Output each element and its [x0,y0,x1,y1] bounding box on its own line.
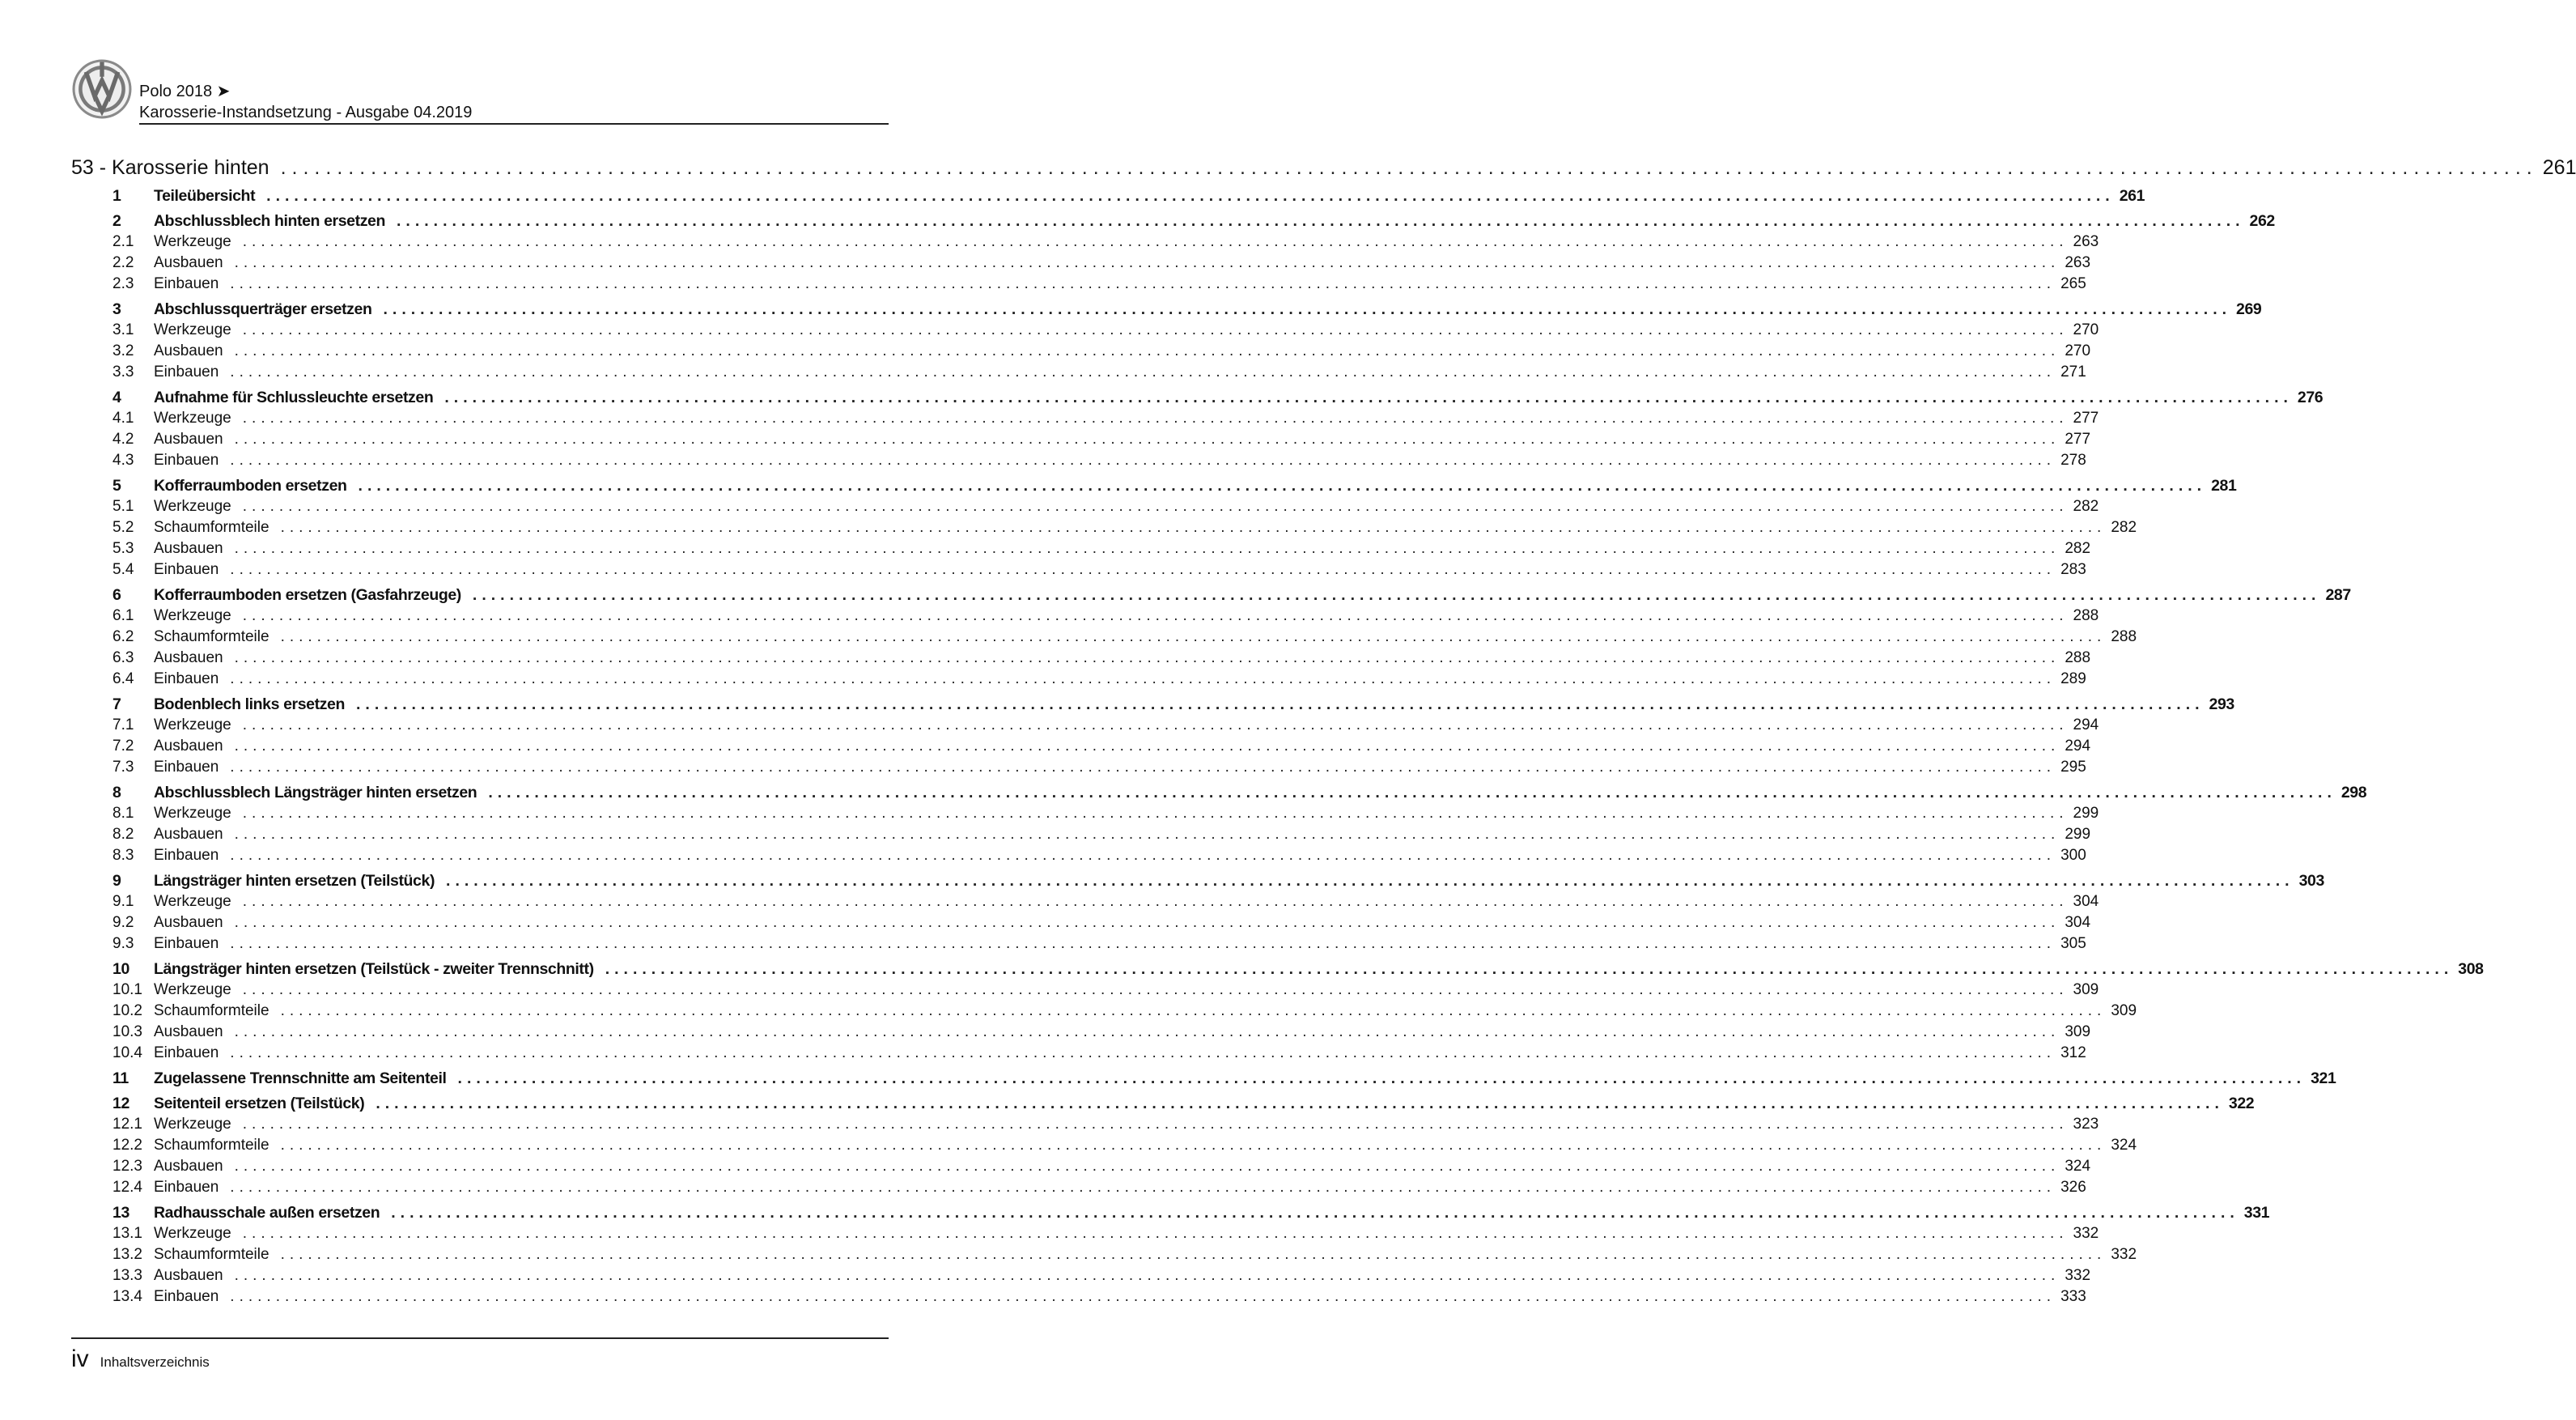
toc-subsection-entry[interactable] [71,1286,2086,1307]
entry-number: 13.4 [112,1288,142,1305]
chapter-page: 261 [2542,156,2576,179]
toc-subsection-entry[interactable] [71,891,2099,912]
entry-title: Abschlussblech Längsträger hinten ersetzen [154,784,477,801]
entry-title: Abschlussquerträger ersetzen [154,300,372,318]
dot-leader: ........................................................................................................................................................................................................ [242,805,2069,822]
toc-section-entry[interactable] [71,959,2484,980]
dot-leader: ........................................................................................................................................................................................................ [397,212,2245,230]
entry-title: Schaumformteile [154,519,269,536]
entry-page: 287 [2325,586,2351,604]
entry-title: Ausbauen [154,431,223,448]
dot-leader: ........................................................................................................................................................................................................ [234,254,2060,271]
entry-page: 304 [2065,914,2091,931]
dot-leader: ........................................................................................................................................................................................................ [280,1246,2107,1263]
toc-section-entry[interactable] [71,782,2367,803]
dot-leader: ........................................................................................................................................................................................................ [242,981,2069,998]
entry-number: 5.3 [112,540,134,557]
entry-title: Einbauen [154,364,219,381]
entry-page: 324 [2065,1158,2091,1175]
toc-subsection-entry[interactable] [71,627,2137,648]
dot-leader: ........................................................................................................................................................................................................ [230,561,2056,578]
entry-number: 6.3 [112,649,134,666]
entry-number: 4.3 [112,452,134,469]
dot-leader: ........................................................................................................................................................................................................ [280,156,2538,179]
entry-title: Kofferraumboden ersetzen (Gasfahrzeuge) [154,586,461,604]
toc-subsection-entry[interactable] [71,429,2091,450]
entry-page: 309 [2065,1023,2091,1040]
entry-title: Werkzeuge [154,233,231,250]
entry-page: 323 [2073,1116,2099,1133]
entry-title: Einbauen [154,1179,219,1196]
toc-subsection-entry[interactable] [71,824,2091,845]
entry-title: Werkzeuge [154,716,231,733]
dot-leader: ........................................................................................................................................................................................................ [234,1158,2060,1175]
toc-subsection-entry[interactable] [71,362,2086,383]
toc-section-entry[interactable] [71,1068,2336,1089]
entry-number: 4 [112,389,121,406]
entry-title: Ausbauen [154,914,223,931]
entry-page: 331 [2243,1204,2270,1222]
entry-page: 308 [2458,960,2484,978]
entry-number: 9.2 [112,914,134,931]
header-subtitle: Karosserie-Instandsetzung - Ausgabe 04.2019 [139,104,473,121]
entry-number: 8.1 [112,805,134,822]
entry-number: 2.3 [112,275,134,292]
entry-page: 282 [2065,540,2091,557]
entry-number: 11 [112,1069,129,1087]
toc-section-entry[interactable] [71,475,2237,496]
toc-subsection-entry[interactable] [71,408,2099,429]
dot-leader: ........................................................................................................................................................................................................ [242,1225,2069,1242]
entry-page: 288 [2065,649,2091,666]
entry-number: 13.3 [112,1267,142,1284]
entry-title: Werkzeuge [154,981,231,998]
entry-title: Ausbauen [154,342,223,359]
entry-title: Ausbauen [154,826,223,843]
entry-title: Ausbauen [154,540,223,557]
entry-number: 8.2 [112,826,134,843]
dot-leader: ........................................................................................................................................................................................................ [234,431,2060,448]
entry-page: 322 [2228,1095,2255,1112]
entry-page: 282 [2111,519,2137,536]
entry-title: Kofferraumboden ersetzen [154,477,347,495]
entry-title: Werkzeuge [154,498,231,515]
toc-subsection-entry[interactable] [71,1265,2091,1286]
entry-page: 270 [2073,321,2099,338]
entry-page: 288 [2073,607,2099,624]
toc-subsection-entry[interactable] [71,1244,2137,1265]
entry-page: 305 [2060,935,2086,952]
entry-title: Ausbauen [154,649,223,666]
toc-subsection-entry[interactable] [71,1001,2137,1022]
header-text [139,81,472,123]
toc-section-entry[interactable] [71,185,2145,206]
dot-leader: ........................................................................................................................................................................................................ [230,847,2056,864]
entry-page: 269 [2236,300,2262,318]
entry-number: 3 [112,300,121,318]
entry-number: 4.1 [112,410,134,427]
toc-subsection-entry[interactable] [71,1135,2137,1156]
toc-section-entry[interactable] [71,1202,2270,1223]
entry-page: 278 [2060,452,2086,469]
entry-title: Längsträger hinten ersetzen (Teilstück - zweiter Trennschnitt) [154,960,594,978]
toc-subsection-entry[interactable] [71,648,2091,669]
entry-page: 309 [2073,981,2099,998]
dot-leader: ........................................................................................................................................................................................................ [457,1069,2307,1087]
entry-title: Teileübersicht [154,187,256,205]
dot-leader: ........................................................................................................................................................................................................ [230,275,2056,292]
entry-number: 6.2 [112,628,134,645]
entry-page: 294 [2065,738,2091,755]
entry-page: 265 [2060,275,2086,292]
entry-number: 2.2 [112,254,134,271]
dot-leader: ........................................................................................................................................................................................................ [234,649,2060,666]
toc-subsection-entry[interactable] [71,757,2086,778]
dot-leader: ........................................................................................................................................................................................................ [234,540,2060,557]
entry-number: 8.3 [112,847,134,864]
header-model: Polo 2018 ➤ [139,83,231,100]
dot-leader: ........................................................................................................................................................................................................ [242,607,2069,624]
entry-page: 312 [2060,1044,2086,1061]
entry-number: 5.2 [112,519,134,536]
entry-title: Schaumformteile [154,1002,269,1019]
dot-leader: ........................................................................................................................................................................................................ [358,477,2207,495]
dot-leader: ........................................................................................................................................................................................................ [242,893,2069,910]
entry-number: 7.1 [112,716,134,733]
entry-number: 9 [112,872,121,890]
dot-leader: ........................................................................................................................................................................................................ [446,872,2294,890]
entry-number: 12.3 [112,1158,142,1175]
entry-title: Werkzeuge [154,1225,231,1242]
entry-page: 303 [2298,872,2324,890]
entry-number: 12 [112,1095,129,1112]
entry-number: 12.2 [112,1137,142,1154]
entry-number: 9.1 [112,893,134,910]
entry-title: Radhausschale außen ersetzen [154,1204,380,1222]
entry-page: 271 [2060,364,2086,381]
entry-page: 277 [2073,410,2099,427]
entry-title: Einbauen [154,452,219,469]
entry-page: 295 [2060,759,2086,776]
entry-title: Einbauen [154,561,219,578]
entry-page: 321 [2311,1069,2336,1087]
page-footer [71,1337,889,1373]
entry-title: Einbauen [154,1044,219,1061]
entry-title: Einbauen [154,759,219,776]
entry-number: 5 [112,477,121,495]
entry-title: Werkzeuge [154,805,231,822]
toc-section-entry[interactable] [71,870,2324,891]
entry-title: Bodenblech links ersetzen [154,695,345,713]
entry-page: 299 [2073,805,2099,822]
entry-page: 299 [2065,826,2091,843]
toc-subsection-entry[interactable] [71,253,2091,274]
toc-subsection-entry[interactable] [71,232,2099,253]
toc-subsection-entry[interactable] [71,669,2086,690]
dot-leader: ........................................................................................................................................................................................................ [230,452,2056,469]
entry-title: Ausbauen [154,1023,223,1040]
entry-title: Einbauen [154,275,219,292]
toc-subsection-entry[interactable] [71,912,2091,933]
entry-title: Zugelassene Trennschnitte am Seitenteil [154,1069,447,1087]
entry-page: 261 [2119,187,2145,205]
toc-subsection-entry[interactable] [71,736,2091,757]
dot-leader: ........................................................................................................................................................................................................ [234,342,2060,359]
dot-leader: ........................................................................................................................................................................................................ [376,1095,2224,1112]
header-divider [139,123,889,125]
entry-number: 13 [112,1204,129,1222]
dot-leader: ........................................................................................................................................................................................................ [242,498,2069,515]
entry-page: 332 [2065,1267,2091,1284]
toc-section-entry[interactable] [71,1093,2255,1114]
toc-subsection-entry[interactable] [71,517,2137,538]
entry-title: Werkzeuge [154,410,231,427]
entry-title: Einbauen [154,670,219,687]
entry-number: 2 [112,212,121,230]
dot-leader: ........................................................................................................................................................................................................ [280,628,2107,645]
dot-leader: ........................................................................................................................................................................................................ [234,1023,2060,1040]
dot-leader: ........................................................................................................................................................................................................ [444,389,2293,406]
entry-number: 6 [112,586,121,604]
entry-title: Einbauen [154,1288,219,1305]
footer-divider [71,1337,889,1339]
dot-leader: ........................................................................................................................................................................................................ [472,586,2321,604]
dot-leader: ........................................................................................................................................................................................................ [605,960,2454,978]
toc-subsection-entry[interactable] [71,980,2099,1001]
dot-leader: ........................................................................................................................................................................................................ [242,716,2069,733]
dot-leader: ........................................................................................................................................................................................................ [242,233,2069,250]
toc-subsection-entry[interactable] [71,1177,2086,1198]
toc-subsection-entry[interactable] [71,845,2086,866]
dot-leader: ........................................................................................................................................................................................................ [383,300,2232,318]
toc-subsection-entry[interactable] [71,274,2086,295]
dot-leader: ........................................................................................................................................................................................................ [234,826,2060,843]
toc-section-entry[interactable] [71,387,2323,408]
dot-leader: ........................................................................................................................................................................................................ [280,1137,2107,1154]
entry-title: Schaumformteile [154,1246,269,1263]
entry-number: 8 [112,784,121,801]
entry-page: 333 [2060,1288,2086,1305]
entry-number: 9.3 [112,935,134,952]
toc-section-entry[interactable] [71,585,2351,606]
entry-number: 6.4 [112,670,134,687]
entry-number: 3.1 [112,321,134,338]
entry-page: 283 [2060,561,2086,578]
dot-leader: ........................................................................................................................................................................................................ [230,670,2056,687]
entry-page: 324 [2111,1137,2137,1154]
entry-page: 270 [2065,342,2091,359]
entry-number: 7.3 [112,759,134,776]
entry-page: 289 [2060,670,2086,687]
toc-subsection-entry[interactable] [71,715,2099,736]
toc-subsection-entry[interactable] [71,1223,2099,1244]
dot-leader: ........................................................................................................................................................................................................ [356,695,2205,713]
entry-number: 10.1 [112,981,142,998]
entry-number: 7 [112,695,121,713]
vw-logo-icon [71,58,133,120]
entry-number: 7.2 [112,738,134,755]
entry-title: Schaumformteile [154,628,269,645]
entry-number: 5.1 [112,498,134,515]
entry-number: 1 [112,187,121,205]
entry-title: Einbauen [154,847,219,864]
entry-number: 5.4 [112,561,134,578]
entry-number: 13.2 [112,1246,142,1263]
entry-page: 288 [2111,628,2137,645]
entry-page: 309 [2111,1002,2137,1019]
toc-chapter-entry[interactable] [71,154,2576,181]
entry-title: Werkzeuge [154,607,231,624]
entry-page: 304 [2073,893,2099,910]
entry-title: Werkzeuge [154,893,231,910]
entry-title: Werkzeuge [154,1116,231,1133]
chapter-title: 53 - Karosserie hinten [71,156,269,179]
dot-leader: ........................................................................................................................................................................................................ [242,410,2069,427]
entry-page: 294 [2073,716,2099,733]
page-header [71,58,889,123]
toc-section-entry[interactable] [71,299,2262,320]
entry-title: Einbauen [154,935,219,952]
entry-page: 277 [2065,431,2091,448]
entry-number: 12.1 [112,1116,142,1133]
entry-title: Abschlussblech hinten ersetzen [154,212,385,230]
dot-leader: ........................................................................................................................................................................................................ [230,1288,2056,1305]
entry-title: Ausbauen [154,738,223,755]
entry-title: Werkzeuge [154,321,231,338]
entry-number: 10.2 [112,1002,142,1019]
entry-page: 282 [2073,498,2099,515]
entry-page: 293 [2209,695,2234,713]
entry-title: Ausbauen [154,1158,223,1175]
dot-leader: ........................................................................................................................................................................................................ [230,759,2056,776]
dot-leader: ........................................................................................................................................................................................................ [391,1204,2239,1222]
entry-page: 262 [2249,212,2275,230]
entry-page: 263 [2065,254,2091,271]
entry-number: 3.3 [112,364,134,381]
toc-subsection-entry[interactable] [71,1022,2091,1043]
dot-leader: ........................................................................................................................................................................................................ [234,1267,2060,1284]
toc-subsection-entry[interactable] [71,803,2099,824]
entry-page: 298 [2340,784,2367,801]
toc-subsection-entry[interactable] [71,1114,2099,1135]
toc-subsection-entry[interactable] [71,341,2091,362]
toc-subsection-entry[interactable] [71,538,2091,559]
dot-leader: ........................................................................................................................................................................................................ [242,321,2069,338]
toc-section-entry[interactable] [71,210,2275,232]
entry-title: Aufnahme für Schlussleuchte ersetzen [154,389,434,406]
entry-number: 10.4 [112,1044,142,1061]
entry-page: 326 [2060,1179,2086,1196]
entry-number: 13.1 [112,1225,142,1242]
dot-leader: ........................................................................................................................................................................................................ [230,935,2056,952]
toc-subsection-entry[interactable] [71,606,2099,627]
toc-subsection-entry[interactable] [71,320,2099,341]
entry-page: 276 [2297,389,2323,406]
dot-leader: ........................................................................................................................................................................................................ [488,784,2336,801]
dot-leader: ........................................................................................................................................................................................................ [234,914,2060,931]
entry-title: Ausbauen [154,1267,223,1284]
toc-subsection-entry[interactable] [71,450,2086,471]
entry-number: 4.2 [112,431,134,448]
dot-leader: ........................................................................................................................................................................................................ [230,1044,2056,1061]
entry-page: 332 [2111,1246,2137,1263]
entry-title: Seitenteil ersetzen (Teilstück) [154,1095,365,1112]
entry-number: 10.3 [112,1023,142,1040]
toc-subsection-entry[interactable] [71,496,2099,517]
dot-leader: ........................................................................................................................................................................................................ [230,1179,2056,1196]
entry-page: 263 [2073,233,2099,250]
table-of-contents [71,154,2576,1307]
toc-subsection-entry[interactable] [71,559,2086,580]
toc-subsection-entry[interactable] [71,1043,2086,1064]
entry-number: 6.1 [112,607,134,624]
dot-leader: ........................................................................................................................................................................................................ [280,1002,2107,1019]
entry-page: 332 [2073,1225,2099,1242]
entry-number: 2.1 [112,233,134,250]
dot-leader: ........................................................................................................................................................................................................ [280,519,2107,536]
entry-number: 3.2 [112,342,134,359]
entry-number: 10 [112,960,129,978]
dot-leader: ........................................................................................................................................................................................................ [230,364,2056,381]
footer-label: Inhaltsverzeichnis [100,1354,210,1370]
entry-number: 12.4 [112,1179,142,1196]
entry-title: Schaumformteile [154,1137,269,1154]
toc-subsection-entry[interactable] [71,933,2086,954]
footer-page-number: iv [71,1346,89,1372]
toc-subsection-entry[interactable] [71,1156,2091,1177]
entry-title: Längsträger hinten ersetzen (Teilstück) [154,872,435,890]
toc-section-entry[interactable] [71,694,2234,715]
dot-leader: ........................................................................................................................................................................................................ [266,187,2115,205]
dot-leader: ........................................................................................................................................................................................................ [234,738,2060,755]
entry-page: 300 [2060,847,2086,864]
entry-page: 281 [2211,477,2237,495]
dot-leader: ........................................................................................................................................................................................................ [242,1116,2069,1133]
entry-title: Ausbauen [154,254,223,271]
